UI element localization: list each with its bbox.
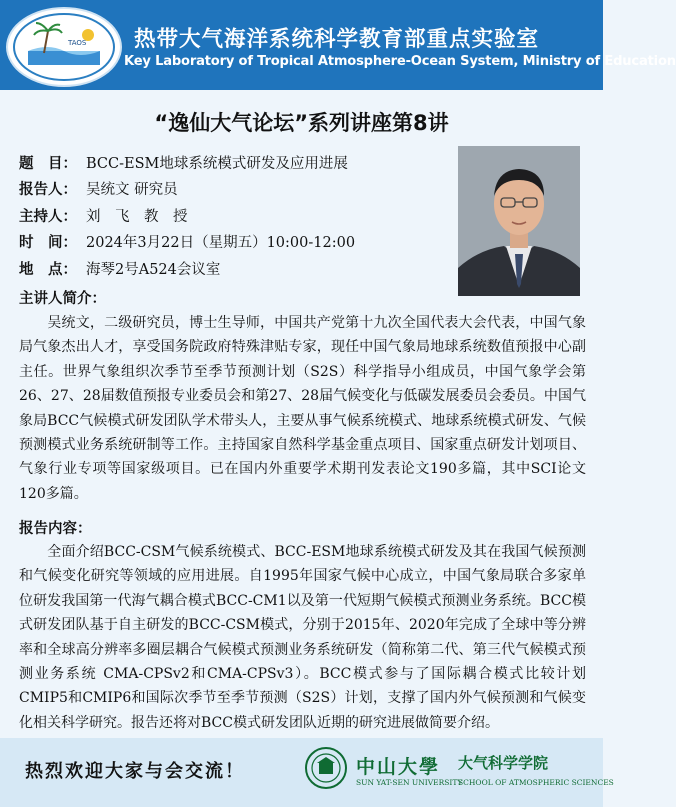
- content-text: 全面介绍BCC-CSM气候系统模式、BCC-ESM地球系统模式研发及其在我国气候预测和气候变化研究等领域的应用进展。自1995年国家气候中心成立，中国气象局联合多家单位研发我国第一代海气耦合模式BCC-CM1以及第一代短期气候模式预测业务系统。BCC模式研发团队基于自主研发的BCC-CSM模式，分别于2015年、2020年完成了全球中等分辨率和全球高分辨率多圈层耦合气候模式预测业务系统研发（简称第二代、第三代气候模式预测业务系统 CMA-CPSv2和CMA-CPSv3）。BCC模式参与了国际耦合模式比较计划CMIP5和CMIP6和国际次季节至季节预测（S2S）计划，支撑了国内外气候预测和气候变化相关科学研究。报告还将对BCC模式研发团队近期的研究进展做简要介绍。: [19, 544, 586, 731]
- lab-logo: [6, 7, 122, 87]
- place-row: [19, 258, 220, 279]
- place-label: 地 点：: [19, 262, 77, 278]
- lab-title-en: Key Laboratory of Tropical Atmosphere-Ocean System, Ministry of Education: [124, 54, 676, 69]
- topic-label: 题 目：: [19, 156, 77, 172]
- topic-row: [19, 152, 348, 173]
- university-name-en: SUN YAT-SEN UNIVERSITY: [356, 778, 463, 787]
- host-label: 主持人：: [19, 209, 77, 225]
- bio-heading: 主讲人简介：: [19, 291, 106, 307]
- bio-text: 吴统文，二级研究员，博士生导师，中国共产党第十九次全国代表大会代表，中国气象局气象杰出人才，享受国务院政府特殊津贴专家，现任中国气象局地球系统数值预报中心副主任。世界气象组织次季节至季节预测计划（S2S）科学指导小组成员，中国气象学会第26、27、28届数值预报专业委员会和第27、28届气候变化与低碳发展委员会委员。中国气象局BCC气候模式研发团队学术带头人，主要从事气候系统模式、地球系统模式研发、气候预测模式业务系统研制等工作。主持国家自然科学基金重点项目、国家重点研发计划项目、气象行业专项等国家级项目。已在国内外重要学术期刊发表论文190多篇，其中SCI论文120多篇。: [19, 315, 586, 502]
- svg-text:TAOS: TAOS: [68, 39, 87, 47]
- series-title: “逸仙大气论坛”系列讲座第8讲: [154, 111, 449, 135]
- sysu-emblem-icon: [304, 746, 348, 790]
- time-row: [19, 231, 355, 252]
- school-name-cn: 大气科学学院: [458, 754, 549, 772]
- school-name-en: SCHOOL OF ATMOSPHERIC SCIENCES: [458, 778, 614, 787]
- speaker-row: [19, 178, 178, 199]
- university-name-cn: 中山大學: [356, 756, 441, 778]
- host-row: [19, 205, 188, 226]
- time-label: 时 间：: [19, 235, 77, 251]
- time-value: 2024年3月22日（星期五）10:00-12:00: [86, 235, 356, 251]
- welcome-message: 热烈欢迎大家与会交流！: [25, 761, 245, 782]
- speaker-value: 吴统文 研究员: [86, 182, 178, 198]
- place-value: 海琴2号A524会议室: [86, 262, 221, 278]
- header-banner: [0, 0, 676, 90]
- content-heading: 报告内容：: [19, 521, 92, 537]
- topic-value: BCC-ESM地球系统模式研发及应用进展: [86, 156, 348, 172]
- lab-title-cn: 热带大气海洋系统科学教育部重点实验室: [134, 27, 540, 52]
- host-value: 刘 飞 教 授: [86, 209, 188, 225]
- speaker-photo: [458, 146, 580, 296]
- speaker-label: 报告人：: [19, 182, 77, 198]
